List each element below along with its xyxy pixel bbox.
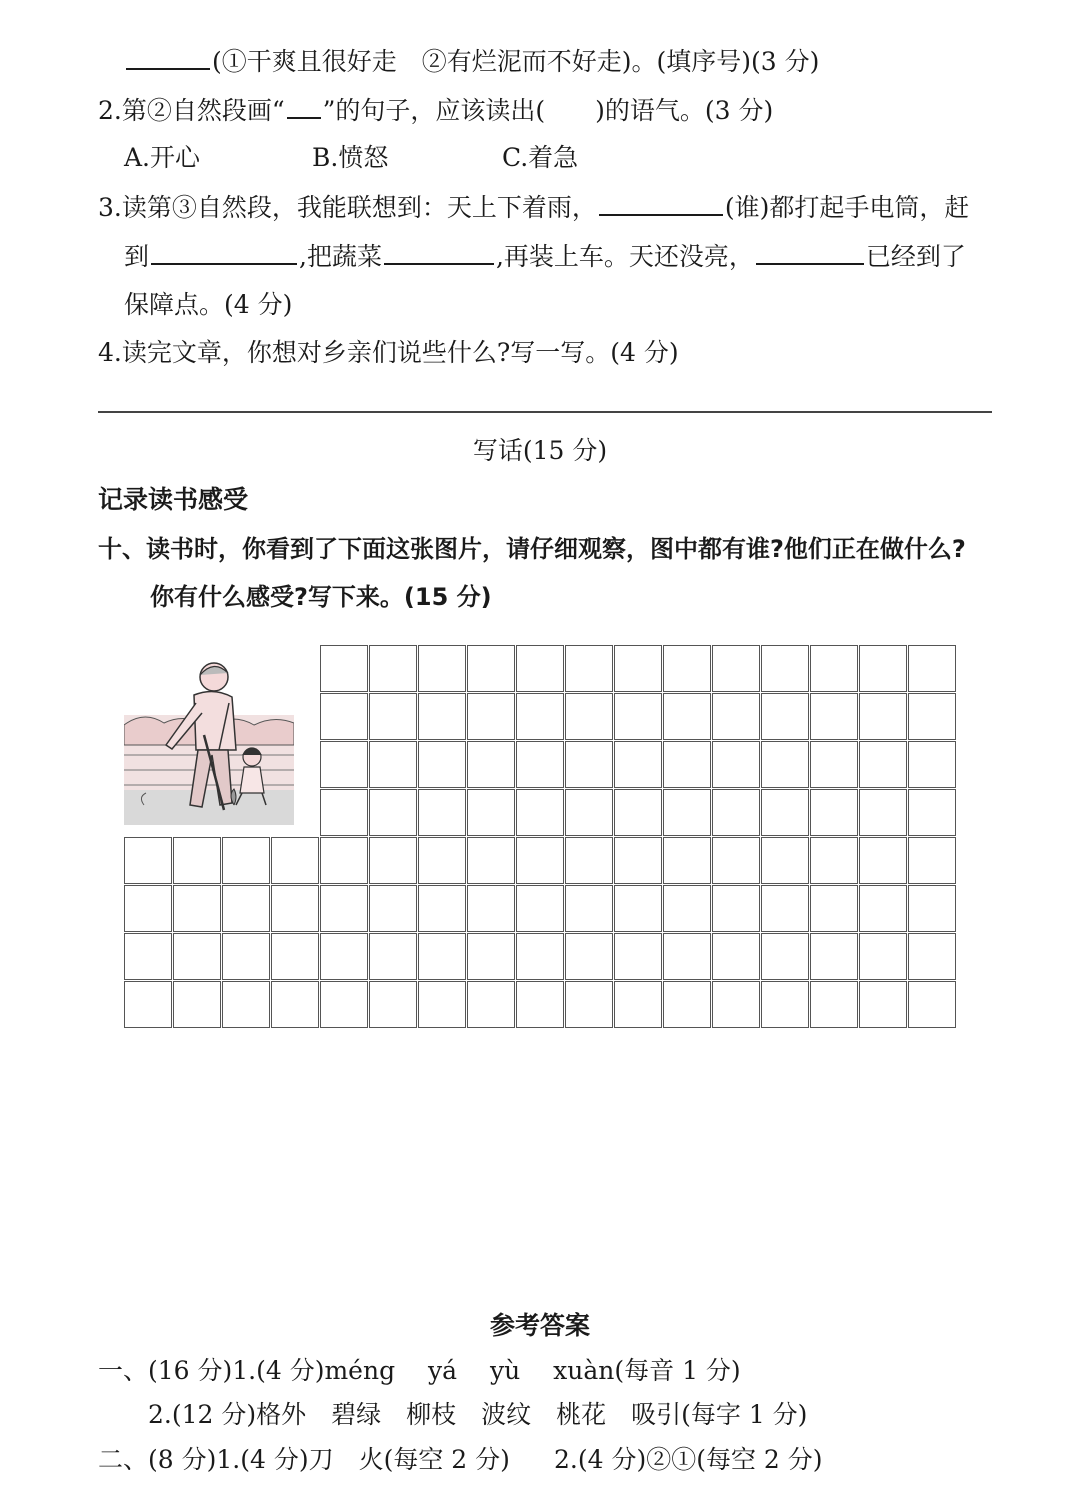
q1-tail-line <box>124 46 819 77</box>
grid-cell[interactable] <box>761 693 809 740</box>
grid-cell[interactable] <box>810 645 858 692</box>
grid-cell[interactable] <box>614 789 662 836</box>
grid-cell[interactable] <box>418 693 466 740</box>
grid-cell[interactable] <box>418 885 466 932</box>
grid-cell[interactable] <box>418 741 466 788</box>
section-title: 写话(15 分) <box>472 436 608 465</box>
grid-cell[interactable] <box>859 837 907 884</box>
q2-option-b[interactable]: B.愤怒 <box>312 143 389 172</box>
grid-cell[interactable] <box>320 933 368 980</box>
grid-cell[interactable] <box>369 837 417 884</box>
section-subtitle: 记录读书感受 <box>98 485 249 514</box>
grid-cell[interactable] <box>320 789 368 836</box>
grid-cell[interactable] <box>908 645 956 692</box>
q2-option-c[interactable]: C.着急 <box>502 143 579 172</box>
grid-cell[interactable] <box>761 933 809 980</box>
grid-cell[interactable] <box>516 741 564 788</box>
grid-cell[interactable] <box>614 741 662 788</box>
grid-cell[interactable] <box>663 645 711 692</box>
grid-cell[interactable] <box>761 981 809 1028</box>
grid-cell[interactable] <box>369 645 417 692</box>
grid-cell[interactable] <box>761 645 809 692</box>
answers-line-2: 2.(12 分)格外 碧绿 柳枝 波纹 桃花 吸引(每字 1 分) <box>148 1400 808 1429</box>
grid-cell[interactable] <box>859 981 907 1028</box>
grid-cell[interactable] <box>810 837 858 884</box>
grid-cell[interactable] <box>320 693 368 740</box>
grid-cell[interactable] <box>663 933 711 980</box>
grid-cell[interactable] <box>271 981 319 1028</box>
grid-cell[interactable] <box>467 933 515 980</box>
q1-options: (①干爽且很好走 ②有烂泥而不好走)。(填序号)(3 分) <box>212 47 820 76</box>
grid-cell[interactable] <box>565 933 613 980</box>
grid-cell[interactable] <box>761 789 809 836</box>
grid-cell[interactable] <box>467 837 515 884</box>
q3-line-1 <box>98 192 969 223</box>
grid-cell[interactable] <box>467 789 515 836</box>
grid-cell[interactable] <box>369 789 417 836</box>
q4-answer-line[interactable] <box>98 411 992 413</box>
grid-cell[interactable] <box>369 981 417 1028</box>
q3-line-2 <box>124 241 966 272</box>
grid-cell[interactable] <box>810 741 858 788</box>
grid-cell[interactable] <box>516 789 564 836</box>
grid-cell[interactable] <box>369 741 417 788</box>
grid-cell[interactable] <box>810 693 858 740</box>
grid-cell[interactable] <box>712 981 760 1028</box>
grid-cell[interactable] <box>810 981 858 1028</box>
grid-cell[interactable] <box>908 885 956 932</box>
q3-l2-a: 到 <box>124 242 150 271</box>
grid-cell[interactable] <box>516 933 564 980</box>
grid-cell[interactable] <box>614 693 662 740</box>
grid-cell[interactable] <box>810 885 858 932</box>
grid-cell[interactable] <box>663 693 711 740</box>
grid-cell[interactable] <box>614 981 662 1028</box>
answers-line-3b: 2.(4 分)②①(每空 2 分) <box>554 1445 823 1474</box>
grid-cell[interactable] <box>712 645 760 692</box>
grid-cell[interactable] <box>124 885 172 932</box>
grid-cell[interactable] <box>761 837 809 884</box>
grid-cell[interactable] <box>173 981 221 1028</box>
grid-cell[interactable] <box>712 933 760 980</box>
grid-cell[interactable] <box>173 885 221 932</box>
q1-answer-blank[interactable] <box>126 46 210 70</box>
grid-cell[interactable] <box>565 741 613 788</box>
grid-cell[interactable] <box>663 837 711 884</box>
q3-blank-who[interactable] <box>599 192 723 216</box>
grid-cell[interactable] <box>663 789 711 836</box>
grid-cell[interactable] <box>124 837 172 884</box>
grid-cell[interactable] <box>222 981 270 1028</box>
q3-l2-b: ,把蔬菜 <box>299 242 382 271</box>
grid-cell[interactable] <box>908 693 956 740</box>
grid-cell[interactable] <box>369 693 417 740</box>
grid-cell[interactable] <box>663 981 711 1028</box>
grid-cell[interactable] <box>614 645 662 692</box>
grid-cell[interactable] <box>859 885 907 932</box>
grid-cell[interactable] <box>859 933 907 980</box>
grandfather-and-girl-planting-illustration <box>124 655 294 825</box>
q3-l1-mid: (谁)都打起手电筒，赶 <box>724 193 970 222</box>
grid-cell[interactable] <box>908 837 956 884</box>
grid-cell[interactable] <box>565 837 613 884</box>
grid-cell[interactable] <box>614 837 662 884</box>
grid-cell[interactable] <box>712 741 760 788</box>
q3-l1-prefix: 3.读第③自然段，我能联想到：天上下着雨， <box>98 193 597 222</box>
grid-cell[interactable] <box>908 789 956 836</box>
grid-cell[interactable] <box>320 645 368 692</box>
grid-cell[interactable] <box>320 837 368 884</box>
q2-option-a[interactable]: A.开心 <box>124 143 201 172</box>
grid-cell[interactable] <box>859 693 907 740</box>
grid-cell[interactable] <box>810 789 858 836</box>
q3-l2-d: 已经到了 <box>865 242 966 271</box>
grid-cell[interactable] <box>908 741 956 788</box>
grid-cell[interactable] <box>271 885 319 932</box>
grid-cell[interactable] <box>908 933 956 980</box>
grid-cell[interactable] <box>320 741 368 788</box>
q2-underline-mark <box>287 95 321 119</box>
grid-cell[interactable] <box>124 933 172 980</box>
grid-cell[interactable] <box>222 933 270 980</box>
grid-cell[interactable] <box>467 693 515 740</box>
grid-cell[interactable] <box>663 741 711 788</box>
q2-prefix: 2.第②自然段画“ <box>98 96 285 125</box>
grid-cell[interactable] <box>565 693 613 740</box>
q4-line: 4.读完文章，你想对乡亲们说些什么?写一写。(4 分) <box>98 338 679 367</box>
grid-cell[interactable] <box>614 885 662 932</box>
grid-cell[interactable] <box>810 933 858 980</box>
question-10-line-2: 你有什么感受?写下来。(15 分) <box>150 583 492 611</box>
grid-cell[interactable] <box>663 885 711 932</box>
q2-suffix: ”的句子，应该读出( )的语气。(3 分) <box>322 96 774 125</box>
answers-line-3a: 二、(8 分)1.(4 分)刀 火(每空 2 分) <box>98 1445 510 1474</box>
grid-cell[interactable] <box>418 981 466 1028</box>
grid-cell[interactable] <box>516 981 564 1028</box>
grid-cell[interactable] <box>173 933 221 980</box>
grid-cell[interactable] <box>712 885 760 932</box>
q3-blank-action[interactable] <box>384 241 494 265</box>
grid-cell[interactable] <box>712 693 760 740</box>
grid-cell[interactable] <box>418 789 466 836</box>
grid-cell[interactable] <box>761 885 809 932</box>
q3-blank-who-2[interactable] <box>756 241 864 265</box>
grid-cell[interactable] <box>320 885 368 932</box>
grid-cell[interactable] <box>124 981 172 1028</box>
q3-l2-c: ,再装上车。天还没亮， <box>495 242 754 271</box>
answers-line-1: 一、(16 分)1.(4 分)méng yá yù xuàn(每音 1 分) <box>98 1356 741 1385</box>
grid-cell[interactable] <box>859 789 907 836</box>
grid-cell[interactable] <box>418 645 466 692</box>
grid-cell[interactable] <box>712 789 760 836</box>
grid-cell[interactable] <box>712 837 760 884</box>
q3-line-3: 保障点。(4 分) <box>124 290 293 319</box>
grid-cell[interactable] <box>565 789 613 836</box>
grid-cell[interactable] <box>614 933 662 980</box>
answers-title: 参考答案 <box>489 1311 590 1340</box>
grid-cell[interactable] <box>565 981 613 1028</box>
grid-cell[interactable] <box>369 885 417 932</box>
grid-cell[interactable] <box>173 837 221 884</box>
grid-cell[interactable] <box>271 933 319 980</box>
grid-cell[interactable] <box>320 981 368 1028</box>
grid-cell[interactable] <box>516 837 564 884</box>
grid-cell[interactable] <box>516 693 564 740</box>
grid-cell[interactable] <box>369 933 417 980</box>
grid-cell[interactable] <box>565 885 613 932</box>
grid-cell[interactable] <box>222 837 270 884</box>
grid-cell[interactable] <box>908 981 956 1028</box>
grid-cell[interactable] <box>859 645 907 692</box>
grid-cell[interactable] <box>859 741 907 788</box>
grid-cell[interactable] <box>467 885 515 932</box>
grid-cell[interactable] <box>761 741 809 788</box>
grid-cell[interactable] <box>516 645 564 692</box>
grid-cell[interactable] <box>467 981 515 1028</box>
grid-cell[interactable] <box>418 837 466 884</box>
question-10-line-1: 十、读书时，你看到了下面这张图片，请仔细观察，图中都有谁?他们正在做什么? <box>98 535 966 563</box>
grid-cell[interactable] <box>467 741 515 788</box>
grid-cell[interactable] <box>222 885 270 932</box>
grid-cell[interactable] <box>565 645 613 692</box>
grid-cell[interactable] <box>516 885 564 932</box>
q2-line <box>98 95 773 126</box>
grid-cell[interactable] <box>271 837 319 884</box>
grid-cell[interactable] <box>467 645 515 692</box>
q3-blank-place[interactable] <box>151 241 297 265</box>
grid-cell[interactable] <box>418 933 466 980</box>
